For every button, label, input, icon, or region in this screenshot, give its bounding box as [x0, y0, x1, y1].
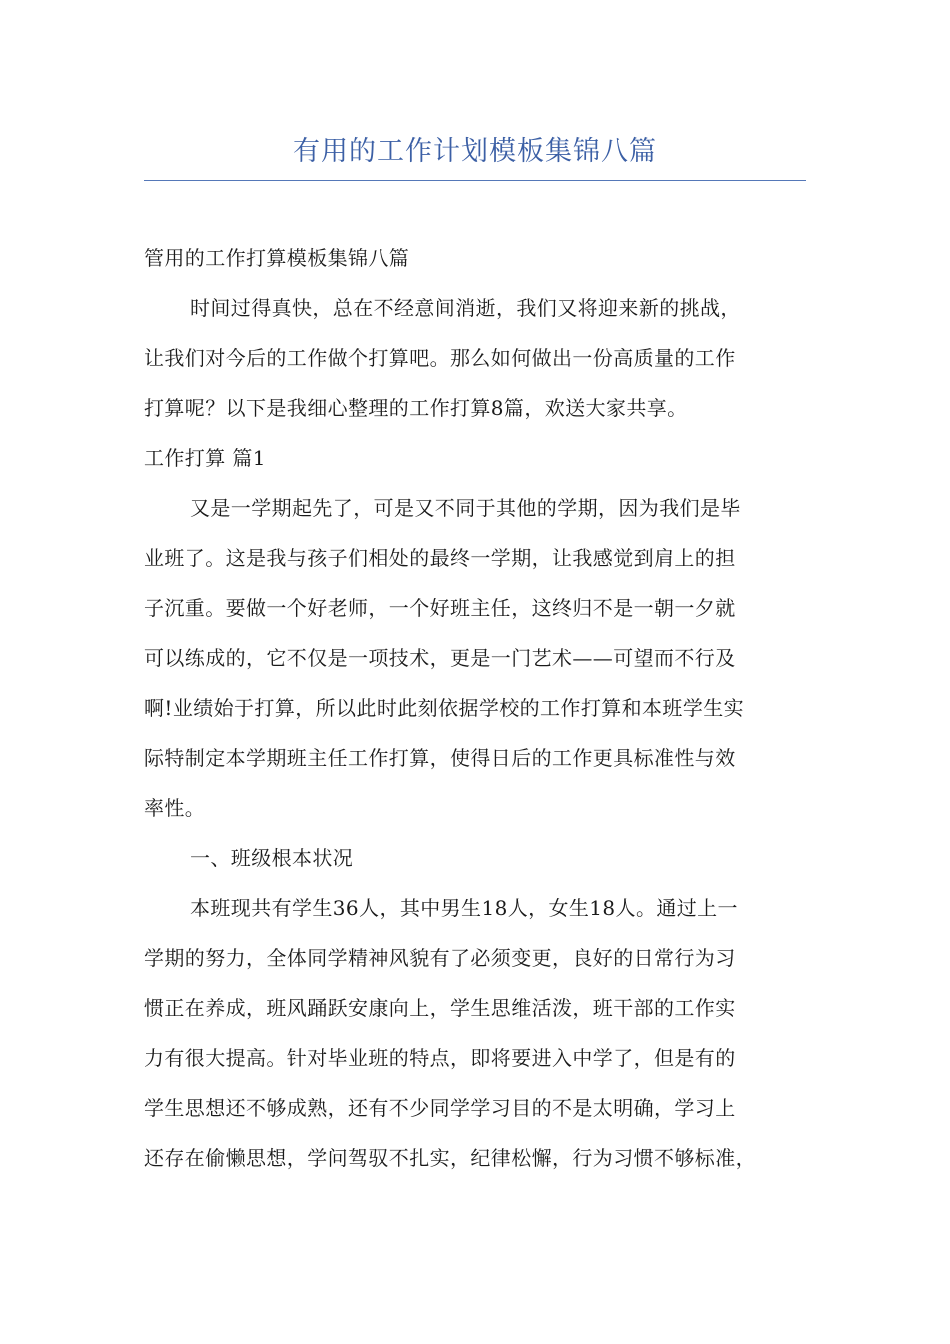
- paragraph-line: 子沉重。要做一个好老师，一个好班主任，这终归不是一朝一夕就: [144, 596, 736, 620]
- paragraph-line: 率性。: [144, 796, 206, 820]
- subtitle-line: 管用的工作打算模板集锦八篇: [144, 246, 410, 270]
- paragraph-line: 业班了。这是我与孩子们相处的最终一学期，让我感觉到肩上的担: [144, 546, 736, 570]
- title-underline: [144, 180, 806, 181]
- paragraph-line: 学期的努力，全体同学精神风貌有了必须变更，良好的日常行为习: [144, 946, 736, 970]
- paragraph-line: 际特制定本学期班主任工作打算，使得日后的工作更具标准性与效: [144, 746, 736, 770]
- document-body: [144, 233, 806, 1183]
- paragraph-line: 力有很大提高。针对毕业班的特点，即将要进入中学了，但是有的: [144, 1046, 736, 1070]
- paragraph-line: 可以练成的，它不仅是一项技术，更是一门艺术——可望而不行及: [144, 646, 736, 670]
- paragraph-line: 学生思想还不够成熟，还有不少同学学习目的不是太明确，学习上: [144, 1096, 736, 1120]
- paragraph-line: 还存在偷懒思想，学问驾驭不扎实，纪律松懈，行为习惯不够标准，: [144, 1146, 756, 1170]
- paragraph-line: 时间过得真快，总在不经意间消逝，我们又将迎来新的挑战，: [190, 296, 741, 320]
- paragraph-line: 本班现共有学生36人，其中男生18人，女生18人。通过上一: [190, 896, 738, 920]
- paragraph-line: 又是一学期起先了，可是又不同于其他的学期，因为我们是毕: [190, 496, 741, 520]
- paragraph-line: 啊!业绩始于打算，所以此时此刻依据学校的工作打算和本班学生实: [144, 696, 745, 720]
- subsection-heading: 一、班级根本状况: [190, 846, 354, 870]
- paragraph-line: 打算呢？以下是我细心整理的工作打算8篇，欢送大家共享。: [144, 396, 688, 420]
- document-title: 有用的工作计划模板集锦八篇: [293, 136, 657, 167]
- paragraph-line: 让我们对今后的工作做个打算吧。那么如何做出一份高质量的工作: [144, 346, 736, 370]
- paragraph-line: 惯正在养成，班风踊跃安康向上，学生思维活泼，班干部的工作实: [144, 996, 736, 1020]
- section-heading: 工作打算 篇1: [144, 446, 266, 470]
